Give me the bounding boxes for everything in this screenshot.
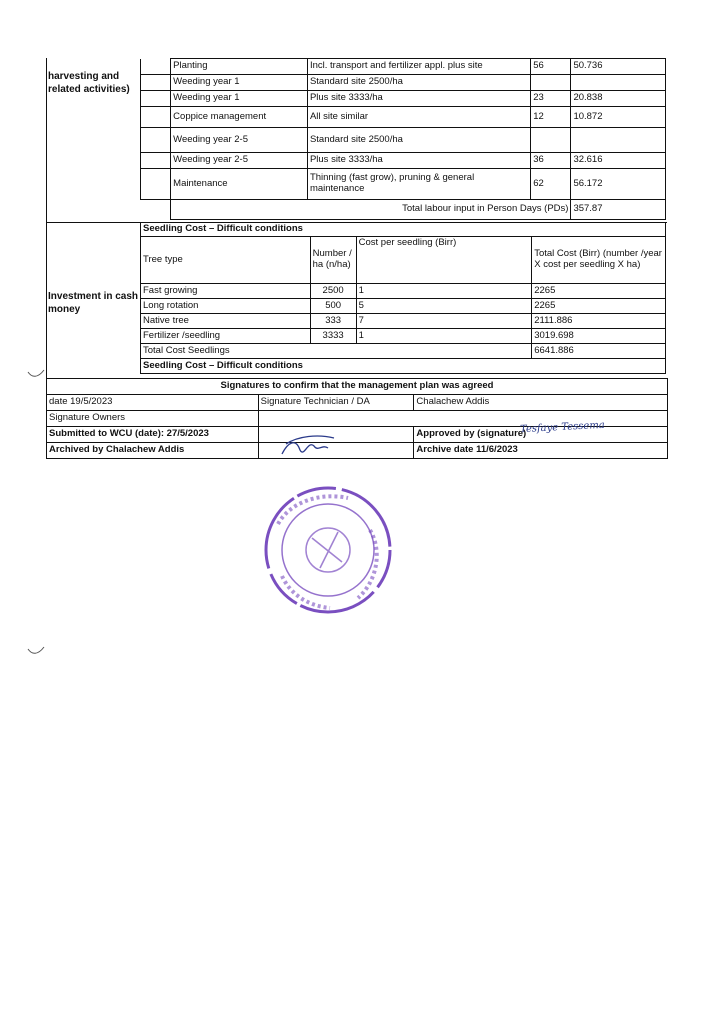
labour-activity: Weeding year 2-5: [171, 128, 308, 153]
seedling-footer-title: Seedling Cost – Difficult conditions: [141, 359, 666, 374]
labour-activity: Weeding year 2-5: [171, 153, 308, 169]
labour-activity: Weeding year 1: [171, 91, 308, 107]
archive-date-label: Archive date 11/6/2023: [414, 443, 668, 459]
labour-total-value: 357.87: [571, 200, 666, 220]
labour-cost: 56.172: [571, 169, 666, 200]
seedling-header-title: Seedling Cost – Difficult conditions: [141, 223, 666, 237]
seedling-tree-type: Fast growing: [141, 284, 311, 299]
margin-mark-icon: [26, 368, 46, 380]
labour-cost: [571, 75, 666, 91]
labour-person-days: [531, 75, 571, 91]
col-cost-per-seedling: Cost per seedling (Birr): [356, 237, 532, 284]
seedling-total-value: 6641.886: [532, 344, 666, 359]
labour-cost: 10.872: [571, 107, 666, 128]
labour-row: [141, 75, 666, 91]
labour-activity: Weeding year 1: [171, 75, 308, 91]
signature-scribble: [278, 432, 338, 462]
seedling-category-label: Investment in cash money: [48, 291, 139, 315]
seedling-total-label: Total Cost Seedlings: [141, 344, 532, 359]
labour-description: Plus site 3333/ha: [307, 91, 530, 107]
labour-description: Standard site 2500/ha: [307, 128, 530, 153]
labour-category-label: harvesting and related activities): [48, 71, 130, 95]
seedling-total-cost: 2265: [532, 284, 666, 299]
labour-description: Standard site 2500/ha: [307, 75, 530, 91]
labour-spacer-cell: [141, 107, 171, 128]
labour-total-label: Total labour input in Person Days (PDs): [171, 200, 571, 220]
seedling-number: 500: [310, 299, 356, 314]
seedling-row: [141, 314, 666, 329]
labour-description: Plus site 3333/ha: [307, 153, 530, 169]
owners-label: Signature Owners: [47, 411, 259, 427]
labour-activity: Maintenance: [171, 169, 308, 200]
col-total-cost: Total Cost (Birr) (number /year X cost per seedling X ha): [532, 237, 666, 284]
labour-description: Thinning (fast grow), pruning & general maintenance: [307, 169, 530, 200]
labour-row: [141, 59, 666, 75]
date-cell: date 19/5/2023: [47, 395, 259, 411]
signatures-title: Signatures to confirm that the management plan was agreed: [47, 379, 668, 395]
labour-person-days: 23: [531, 91, 571, 107]
labour-cost: 32.616: [571, 153, 666, 169]
archived-label: Archived by Chalachew Addis: [47, 443, 259, 459]
labour-spacer-cell: [141, 200, 171, 220]
technician-name: Chalachew Addis: [414, 395, 668, 411]
labour-person-days: 56: [531, 59, 571, 75]
seedling-total-cost: 3019.698: [532, 329, 666, 344]
seedling-cost-per: 7: [356, 314, 532, 329]
labour-person-days: 62: [531, 169, 571, 200]
labour-person-days: 36: [531, 153, 571, 169]
owners-signature-area: [258, 411, 667, 427]
official-stamp-icon: [250, 480, 410, 620]
labour-cost: 50.736: [571, 59, 666, 75]
labour-description: Incl. transport and fertilizer appl. plus site: [307, 59, 530, 75]
technician-label: Signature Technician / DA: [258, 395, 414, 411]
seedling-number: 333: [310, 314, 356, 329]
margin-mark-icon: [26, 645, 46, 657]
seedling-tree-type: Fertilizer /seedling: [141, 329, 311, 344]
seedling-row: [141, 329, 666, 344]
approved-text: Approved by (signature): [416, 428, 527, 440]
col-tree-type: Tree type: [141, 237, 311, 284]
labour-spacer-cell: [141, 59, 171, 75]
seedling-cost-per: 5: [356, 299, 532, 314]
seedling-number: 3333: [310, 329, 356, 344]
labour-description: All site similar: [307, 107, 530, 128]
seedling-row: [141, 284, 666, 299]
labour-table: [140, 58, 666, 220]
seedling-tree-type: Long rotation: [141, 299, 311, 314]
labour-row: [141, 169, 666, 200]
seedling-total-cost: 2265: [532, 299, 666, 314]
labour-activity: Planting: [171, 59, 308, 75]
seedling-tree-type: Native tree: [141, 314, 311, 329]
labour-spacer-cell: [141, 153, 171, 169]
submitted-label: Submitted to WCU (date): 27/5/2023: [47, 427, 259, 443]
seedling-number: 2500: [310, 284, 356, 299]
signatures-table: [46, 378, 668, 459]
labour-row: [141, 128, 666, 153]
labour-person-days: [531, 128, 571, 153]
labour-row: [141, 107, 666, 128]
labour-row: [141, 153, 666, 169]
labour-person-days: 12: [531, 107, 571, 128]
labour-total-row: [141, 200, 666, 220]
labour-spacer-cell: [141, 75, 171, 91]
labour-cost: 20.838: [571, 91, 666, 107]
approved-name-handwriting: Tesfaye Tessema: [519, 419, 606, 436]
labour-spacer-cell: [141, 169, 171, 200]
labour-row: [141, 91, 666, 107]
labour-spacer-cell: [141, 128, 171, 153]
seedling-cost-per: 1: [356, 329, 532, 344]
col-number: Number / ha (n/ha): [310, 237, 356, 284]
seedling-row: [141, 299, 666, 314]
seedling-total-cost: 2111.886: [532, 314, 666, 329]
labour-cost: [571, 128, 666, 153]
labour-activity: Coppice management: [171, 107, 308, 128]
labour-spacer-cell: [141, 91, 171, 107]
seedling-cost-per: 1: [356, 284, 532, 299]
seedling-table: [140, 222, 666, 374]
